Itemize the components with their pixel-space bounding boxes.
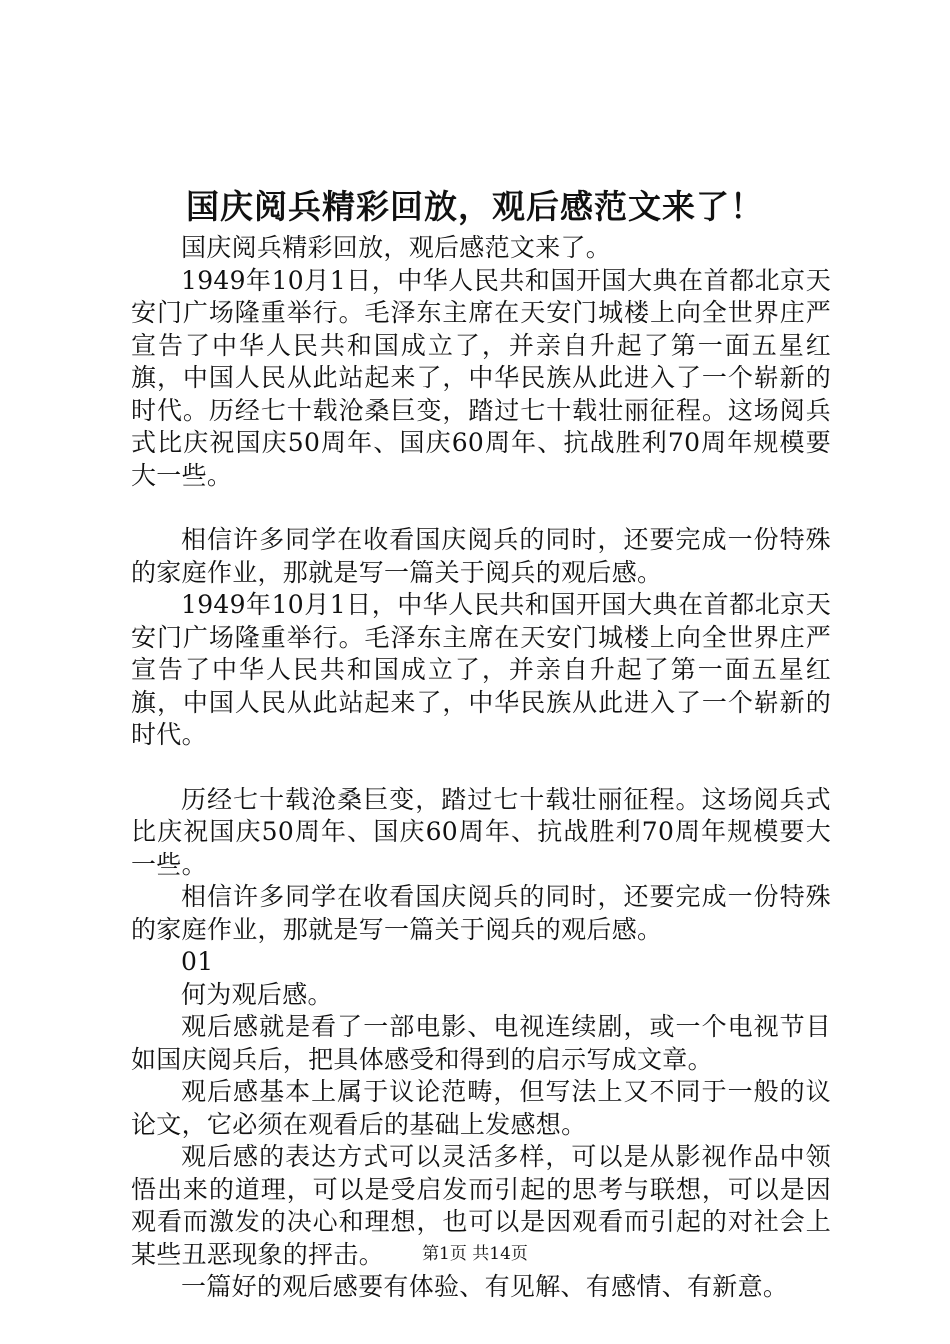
paragraph: 1949年10月1日，中华人民共和国开国大典在首都北京天安门广场隆重举行。毛泽东主席在天安门城楼上向全世界庄严宣告了中华人民共和国成立了，并亲自升起了第一面五星红旗，中国人民从此站起来了，中华民族从此进入了一个崭新的时代。历经七十载沧桑巨变，踏过七十载壮丽征程。这场阅兵式比庆祝国庆50周年、国庆60周年、抗战胜利70周年规模要大一些。	[131, 265, 831, 490]
paragraph: 1949年10月1日，中华人民共和国开国大典在首都北京天安门广场隆重举行。毛泽东主席在天安门城楼上向全世界庄严宣告了中华人民共和国成立了，并亲自升起了第一面五星红旗，中国人民从此站起来了，中华民族从此进入了一个崭新的时代。	[131, 590, 831, 749]
paragraph: 历经七十载沧桑巨变，踏过七十载壮丽征程。这场阅兵式比庆祝国庆50周年、国庆60周年、抗战胜利70周年规模要大一些。	[131, 784, 831, 879]
paragraph: 观后感就是看了一部电影、电视连续剧，或一个电视节目如国庆阅兵后，把具体感受和得到的启示写成文章。	[131, 1012, 831, 1074]
paragraph: 相信许多同学在收看国庆阅兵的同时，还要完成一份特殊的家庭作业，那就是写一篇关于阅兵的观后感。	[131, 882, 831, 944]
paragraph: 观后感基本上属于议论范畴，但写法上又不同于一般的议论文，它必须在观看后的基础上发感想。	[131, 1077, 831, 1139]
paragraph: 国庆阅兵精彩回放，观后感范文来了。	[181, 233, 612, 262]
paragraph: 一篇好的观后感要有体验、有见解、有感情、有新意。	[181, 1272, 789, 1301]
section-number: 01	[181, 947, 214, 976]
page-indicator: 第1页 共14页	[422, 1244, 528, 1264]
paragraph: 相信许多同学在收看国庆阅兵的同时，还要完成一份特殊的家庭作业，那就是写一篇关于阅兵的观后感。	[131, 525, 831, 587]
section-heading: 何为观后感。	[181, 979, 333, 1009]
document-title: 国庆阅兵精彩回放，观后感范文来了！	[186, 187, 764, 226]
document-body	[131, 232, 831, 1304]
paragraph: 观后感的表达方式可以灵活多样，可以是从影视作品中领悟出来的道理，可以是受启发而引起的思考与联想，可以是因观看而激发的决心和理想，也可以是因观看而引起的对社会上某些丑恶现象的抨击。	[131, 1142, 831, 1269]
